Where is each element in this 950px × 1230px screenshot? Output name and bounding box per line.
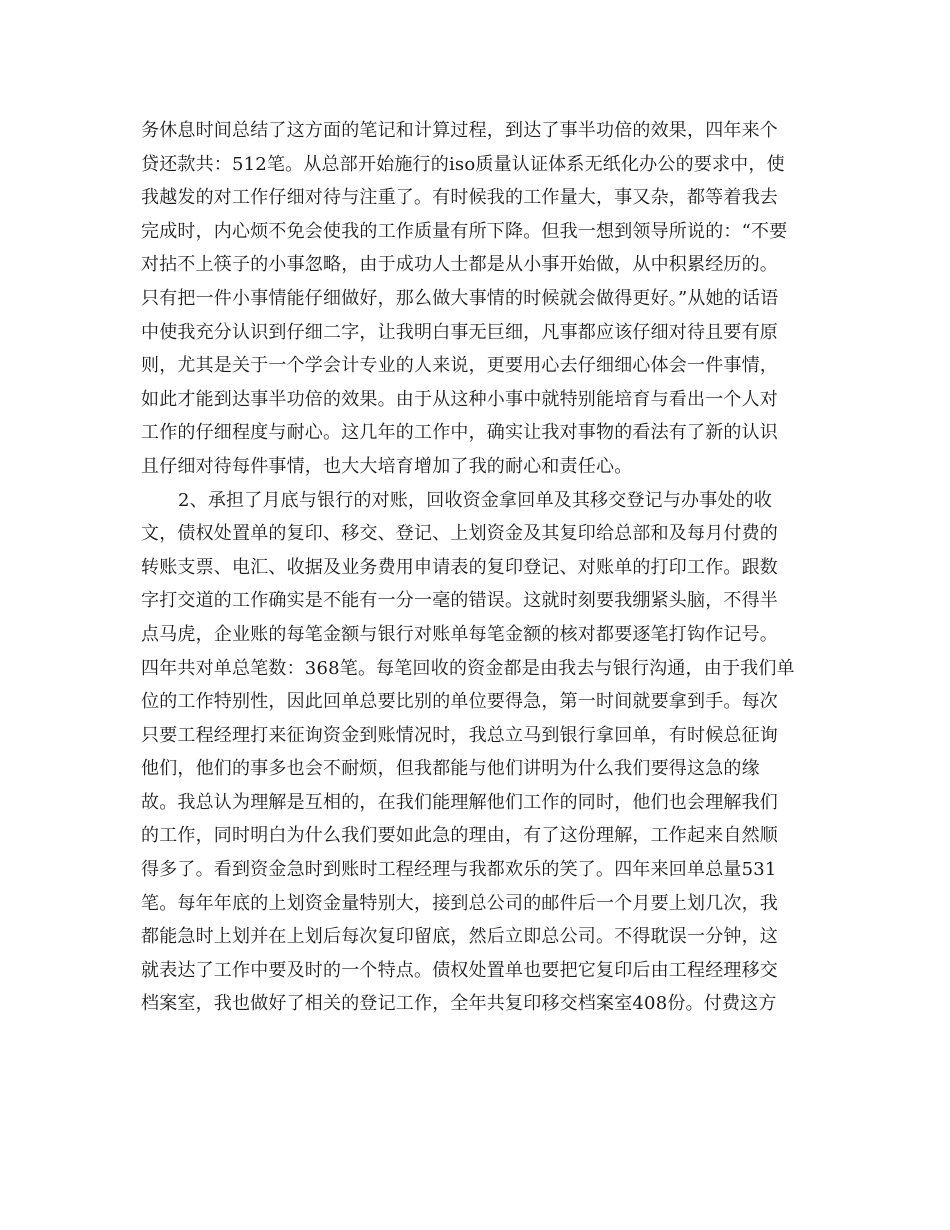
text-line: 且仔细对待每件事情，也大大培育增加了我的耐心和责任心。 bbox=[141, 455, 633, 477]
paragraph-start-line: 2、承担了月底与银行的对账，回收资金拿回单及其移交登记与办事处的收 bbox=[178, 489, 773, 511]
text-line: 我越发的对工作仔细对待与注重了。有时候我的工作量大，事又杂，都等着我去 bbox=[141, 187, 778, 209]
text-line: 中使我充分认识到仔细二字，让我明白事无巨细，凡事都应该仔细对待且要有原 bbox=[141, 321, 778, 343]
text-line: 的工作，同时明白为什么我们要如此急的理由，有了这份理解，工作起来自然顺 bbox=[141, 825, 778, 847]
text-line: 就表达了工作中要及时的一个特点。债权处置单也要把它复印后由工程经理移交 bbox=[141, 959, 778, 981]
text-line: 只有把一件小事情能仔细做好，那么做大事情的时候就会做得更好。”从她的话语 bbox=[141, 287, 779, 309]
text-line: 四年共对单总笔数：368笔。每笔回收的资金都是由我去与银行沟通，由于我们单 bbox=[141, 657, 795, 679]
text-line: 笔。每年年底的上划资金量特别大，接到总公司的邮件后一个月要上划几次，我 bbox=[141, 892, 778, 914]
text-line: 工作的仔细程度与耐心。这几年的工作中，确实让我对事物的看法有了新的认识 bbox=[141, 422, 778, 444]
text-line: 完成时，内心烦不免会使我的工作质量有所下降。但我一想到领导所说的：“不要 bbox=[141, 220, 788, 242]
text-line: 则，尤其是关于一个学会计专业的人来说，更要用心去仔细细心体会一件事情， bbox=[141, 355, 778, 377]
text-line: 转账支票、电汇、收据及业务费用申请表的复印登记、对账单的打印工作。跟数 bbox=[141, 556, 778, 578]
text-line: 档案室，我也做好了相关的登记工作，全年共复印移交档案室408份。付费这方 bbox=[141, 993, 777, 1015]
text-line: 故。我总认为理解是互相的，在我们能理解他们工作的同时，他们也会理解我们 bbox=[141, 791, 778, 813]
text-line: 只要工程经理打来征询资金到账情况时，我总立马到银行拿回单，有时候总征询 bbox=[141, 724, 778, 746]
text-line: 得多了。看到资金急时到账时工程经理与我都欢乐的笑了。四年来回单总量531 bbox=[141, 859, 777, 881]
text-line: 都能急时上划并在上划后每次复印留底，然后立即总公司。不得耽误一分钟，这 bbox=[141, 926, 778, 948]
text-line: 点马虎，企业账的每笔金额与银行对账单每笔金额的核对都要逐笔打钩作记号。 bbox=[141, 623, 778, 645]
text-line: 如此才能到达事半功倍的效果。由于从这种小事中就特别能培育与看出一个人对 bbox=[141, 388, 778, 410]
body-text bbox=[141, 114, 821, 1021]
text-line: 贷还款共：512笔。从总部开始施行的iso质量认证体系无纸化办公的要求中，使 bbox=[141, 153, 785, 175]
text-line: 他们，他们的事多也会不耐烦，但我都能与他们讲明为什么我们要得这急的缘 bbox=[141, 758, 760, 780]
text-line: 对拈不上筷子的小事忽略，由于成功人士都是从小事开始做，从中积累经历的。 bbox=[141, 254, 778, 276]
text-line: 文，债权处置单的复印、移交、登记、上划资金及其复印给总部和及每月付费的 bbox=[141, 523, 778, 545]
text-line: 务休息时间总结了这方面的笔记和计算过程，到达了事半功倍的效果，四年来个 bbox=[141, 120, 778, 141]
text-line: 位的工作特别性，因此回单总要比别的单位要得急，第一时间就要拿到手。每次 bbox=[141, 691, 778, 713]
text-line: 字打交道的工作确实是不能有一分一毫的错误。这就时刻要我绷紧头脑，不得半 bbox=[141, 590, 778, 612]
